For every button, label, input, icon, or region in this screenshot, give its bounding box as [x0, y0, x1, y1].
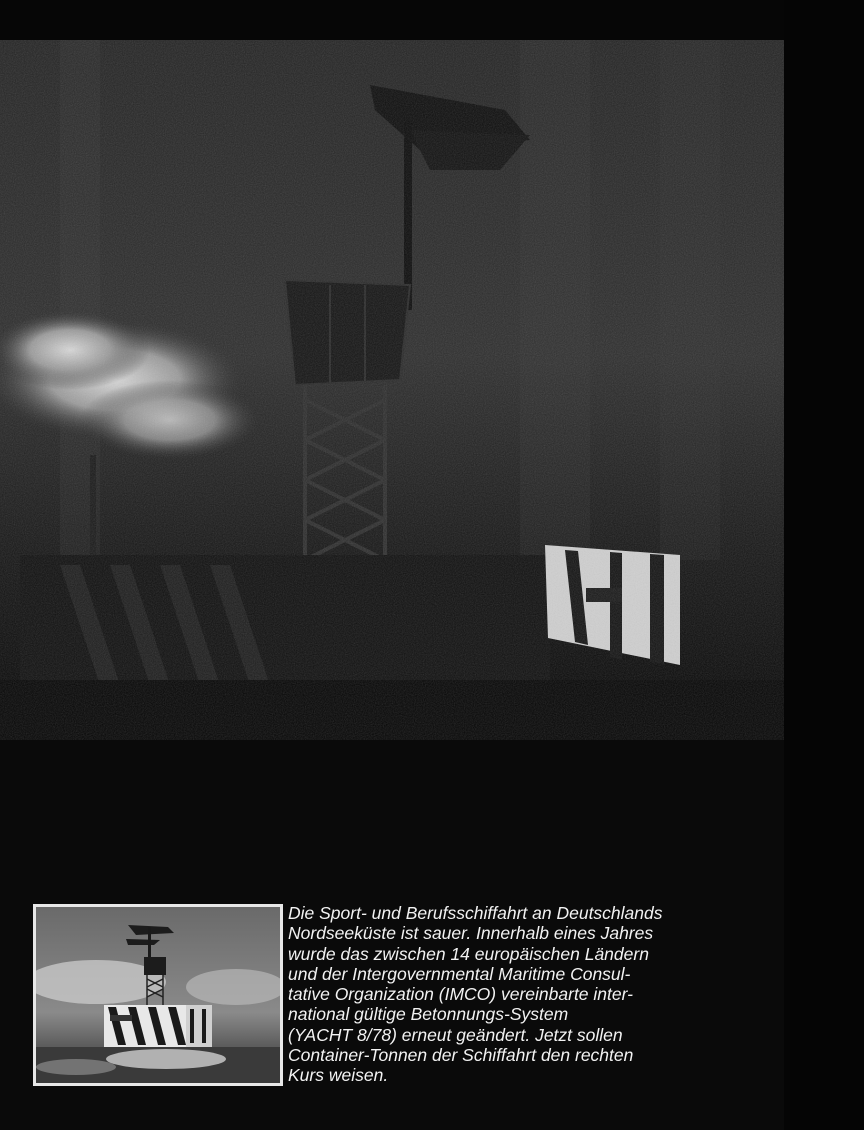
thumbnail-art — [36, 907, 280, 1083]
caption-line: national gültige Betonnungs-System — [288, 1004, 569, 1025]
article-caption — [288, 903, 728, 1086]
hero-photo — [0, 40, 784, 740]
page-margin — [784, 0, 864, 1130]
thumbnail-photo — [33, 904, 283, 1086]
caption-line: (YACHT 8/78) erneut geändert. Jetzt sollen — [288, 1024, 623, 1045]
caption-line: Nordseeküste ist sauer. Innerhalb eines Jahres — [288, 923, 654, 944]
hero-photo-art — [0, 40, 784, 740]
caption-line: und der Intergovernmental Maritime Consul- — [288, 963, 631, 984]
top-band — [0, 0, 864, 40]
caption-line: tative Organization (IMCO) vereinbarte inter- — [288, 984, 633, 1005]
caption-line: Die Sport- und Berufsschiffahrt an Deutschlands — [288, 903, 663, 923]
caption-line: Kurs weisen. — [288, 1065, 389, 1086]
caption-line: Container-Tonnen der Schiffahrt den rechten — [288, 1045, 634, 1066]
caption-line: wurde das zwischen 14 europäischen Ländern — [288, 943, 649, 964]
